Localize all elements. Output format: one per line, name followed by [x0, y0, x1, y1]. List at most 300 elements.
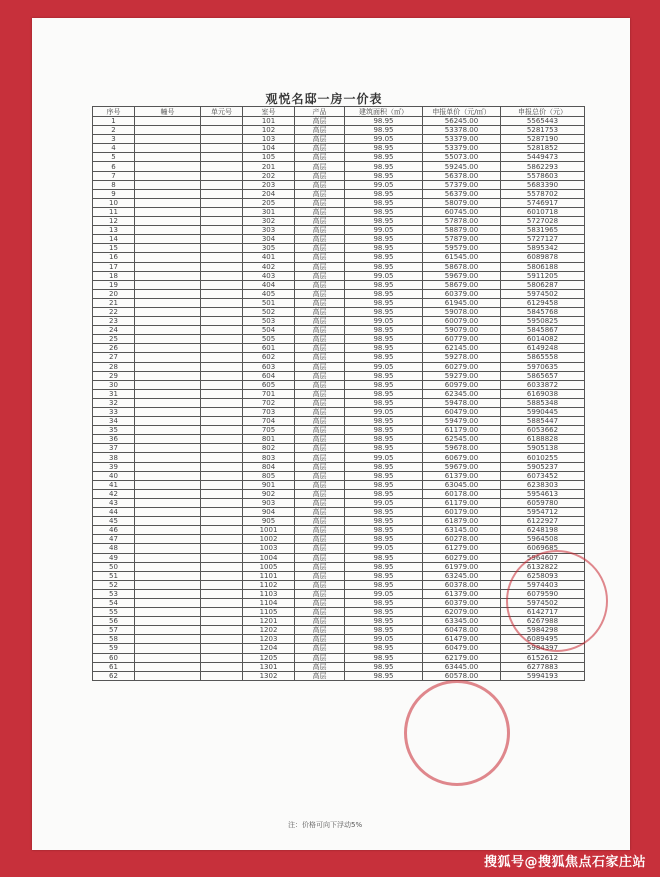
table-cell: 62145.00: [423, 344, 501, 353]
table-cell: 801: [243, 435, 295, 444]
table-cell: [135, 626, 201, 635]
table-cell: [135, 517, 201, 526]
table-cell: [201, 362, 243, 371]
table-cell: 53378.00: [423, 126, 501, 135]
table-cell: [201, 253, 243, 262]
table-cell: 高层: [295, 371, 345, 380]
table-cell: 6014082: [501, 335, 585, 344]
table-row: [93, 207, 585, 216]
table-cell: [135, 289, 201, 298]
table-cell: 5578603: [501, 171, 585, 180]
table-cell: [201, 571, 243, 580]
table-cell: 高层: [295, 471, 345, 480]
table-cell: 高层: [295, 298, 345, 307]
table-cell: 56378.00: [423, 171, 501, 180]
table-cell: 6079590: [501, 589, 585, 598]
table-cell: 高层: [295, 162, 345, 171]
table-cell: 56: [93, 617, 135, 626]
table-cell: 高层: [295, 653, 345, 662]
table-cell: 98.95: [345, 626, 423, 635]
table-cell: [201, 262, 243, 271]
table-cell: 高层: [295, 462, 345, 471]
table-cell: 98.95: [345, 598, 423, 607]
table-cell: 1003: [243, 544, 295, 553]
table-row: [93, 262, 585, 271]
table-cell: 6073452: [501, 471, 585, 480]
table-row: [93, 462, 585, 471]
table-cell: 高层: [295, 271, 345, 280]
table-cell: 5806188: [501, 262, 585, 271]
table-cell: [201, 117, 243, 126]
table-row: [93, 617, 585, 626]
header-cell: 申报总价（元）: [501, 107, 585, 117]
table-cell: 35: [93, 426, 135, 435]
table-cell: 303: [243, 226, 295, 235]
table-cell: 高层: [295, 253, 345, 262]
table-cell: 704: [243, 417, 295, 426]
table-cell: 高层: [295, 362, 345, 371]
table-cell: 603: [243, 362, 295, 371]
table-cell: [135, 189, 201, 198]
table-cell: 60: [93, 653, 135, 662]
table-cell: 501: [243, 298, 295, 307]
table-cell: [201, 480, 243, 489]
table-cell: 404: [243, 280, 295, 289]
table-cell: 6010255: [501, 453, 585, 462]
table-cell: 102: [243, 126, 295, 135]
table-cell: 5565443: [501, 117, 585, 126]
table-cell: [135, 207, 201, 216]
table-cell: 1105: [243, 608, 295, 617]
table-row: [93, 671, 585, 680]
table-cell: 5994193: [501, 671, 585, 680]
table-cell: 55: [93, 608, 135, 617]
table-cell: 高层: [295, 207, 345, 216]
table-cell: 5964508: [501, 535, 585, 544]
table-cell: 高层: [295, 171, 345, 180]
table-cell: 99.05: [345, 226, 423, 235]
table-cell: 1004: [243, 553, 295, 562]
table-row: [93, 307, 585, 316]
table-cell: 302: [243, 217, 295, 226]
table-cell: 5885348: [501, 398, 585, 407]
table-cell: 98.95: [345, 426, 423, 435]
table-cell: 25: [93, 335, 135, 344]
table-cell: 98.95: [345, 517, 423, 526]
table-cell: [135, 617, 201, 626]
table-cell: 61179.00: [423, 426, 501, 435]
table-cell: [201, 662, 243, 671]
table-cell: [201, 453, 243, 462]
table-cell: [135, 426, 201, 435]
table-row: [93, 117, 585, 126]
table-cell: 98.95: [345, 662, 423, 671]
table-cell: [135, 462, 201, 471]
table-cell: [201, 153, 243, 162]
table-row: [93, 508, 585, 517]
table-cell: 98.95: [345, 535, 423, 544]
table-cell: [135, 535, 201, 544]
table-cell: [201, 244, 243, 253]
table-cell: 202: [243, 171, 295, 180]
table-row: [93, 444, 585, 453]
table-cell: 24: [93, 326, 135, 335]
table-cell: [201, 408, 243, 417]
table-cell: 41: [93, 480, 135, 489]
table-row: [93, 653, 585, 662]
table-cell: 54: [93, 598, 135, 607]
table-cell: 高层: [295, 289, 345, 298]
price-table: [92, 106, 585, 681]
table-cell: [135, 608, 201, 617]
table-cell: 98.95: [345, 117, 423, 126]
table-cell: 高层: [295, 435, 345, 444]
table-cell: [201, 217, 243, 226]
table-cell: 60479.00: [423, 644, 501, 653]
table-cell: [201, 126, 243, 135]
table-cell: 104: [243, 144, 295, 153]
table-cell: 32: [93, 398, 135, 407]
table-row: [93, 435, 585, 444]
table-cell: 60178.00: [423, 489, 501, 498]
table-cell: 98.95: [345, 617, 423, 626]
table-cell: [135, 226, 201, 235]
table-cell: 高层: [295, 608, 345, 617]
table-cell: [135, 553, 201, 562]
table-cell: 98.95: [345, 526, 423, 535]
header-cell: 室号: [243, 107, 295, 117]
table-cell: 高层: [295, 217, 345, 226]
table-cell: 1203: [243, 635, 295, 644]
table-cell: 99.05: [345, 408, 423, 417]
table-cell: 60745.00: [423, 207, 501, 216]
table-cell: [201, 371, 243, 380]
table-cell: 61979.00: [423, 562, 501, 571]
table-cell: 61179.00: [423, 498, 501, 507]
table-cell: 6089495: [501, 635, 585, 644]
table-cell: 98.95: [345, 162, 423, 171]
table-cell: 803: [243, 453, 295, 462]
table-cell: 705: [243, 426, 295, 435]
table-cell: 98.95: [345, 126, 423, 135]
table-cell: 60279.00: [423, 553, 501, 562]
table-cell: 57879.00: [423, 235, 501, 244]
table-row: [93, 180, 585, 189]
table-cell: 602: [243, 353, 295, 362]
table-cell: 36: [93, 435, 135, 444]
table-row: [93, 535, 585, 544]
table-cell: 高层: [295, 426, 345, 435]
table-cell: 403: [243, 271, 295, 280]
table-cell: 高层: [295, 662, 345, 671]
table-cell: [135, 598, 201, 607]
table-cell: 55073.00: [423, 153, 501, 162]
table-cell: 20: [93, 289, 135, 298]
table-cell: 27: [93, 353, 135, 362]
table-cell: 59278.00: [423, 353, 501, 362]
table-row: [93, 144, 585, 153]
table-cell: 1301: [243, 662, 295, 671]
table-cell: 高层: [295, 353, 345, 362]
table-cell: 503: [243, 317, 295, 326]
table-cell: 1204: [243, 644, 295, 653]
table-cell: 805: [243, 471, 295, 480]
table-cell: 5984298: [501, 626, 585, 635]
table-cell: 62545.00: [423, 435, 501, 444]
table-cell: 39: [93, 462, 135, 471]
table-row: [93, 398, 585, 407]
header-cell: 申报单价（元/㎡）: [423, 107, 501, 117]
table-cell: 5885447: [501, 417, 585, 426]
table-cell: 99.05: [345, 453, 423, 462]
table-row: [93, 526, 585, 535]
table-cell: 58: [93, 635, 135, 644]
table-row: [93, 544, 585, 553]
table-cell: 高层: [295, 553, 345, 562]
table-cell: 99.05: [345, 589, 423, 598]
table-cell: [201, 553, 243, 562]
table-cell: [201, 471, 243, 480]
table-cell: 702: [243, 398, 295, 407]
table-row: [93, 517, 585, 526]
table-cell: [201, 189, 243, 198]
table-cell: 6152612: [501, 653, 585, 662]
table-cell: [201, 398, 243, 407]
table-cell: 42: [93, 489, 135, 498]
table-cell: 9: [93, 189, 135, 198]
table-cell: 58679.00: [423, 280, 501, 289]
table-row: [93, 562, 585, 571]
table-cell: 59479.00: [423, 417, 501, 426]
table-row: [93, 598, 585, 607]
table-cell: 6069685: [501, 544, 585, 553]
table-cell: 60979.00: [423, 380, 501, 389]
table-cell: 61279.00: [423, 544, 501, 553]
table-cell: 98.95: [345, 344, 423, 353]
table-cell: 12: [93, 217, 135, 226]
table-cell: 1302: [243, 671, 295, 680]
table-row: [93, 198, 585, 207]
table-row: [93, 289, 585, 298]
table-cell: 59079.00: [423, 326, 501, 335]
table-cell: 5865558: [501, 353, 585, 362]
table-cell: [135, 135, 201, 144]
table-cell: 5905237: [501, 462, 585, 471]
table-row: [93, 317, 585, 326]
table-cell: [135, 162, 201, 171]
table-row: [93, 580, 585, 589]
table-row: [93, 417, 585, 426]
table-cell: 6122927: [501, 517, 585, 526]
table-cell: 高层: [295, 280, 345, 289]
table-cell: 5746917: [501, 198, 585, 207]
table-cell: 59078.00: [423, 307, 501, 316]
table-cell: 98.95: [345, 307, 423, 316]
table-cell: 98.95: [345, 198, 423, 207]
table-cell: [135, 417, 201, 426]
table-cell: 405: [243, 289, 295, 298]
table-cell: 57878.00: [423, 217, 501, 226]
table-cell: 901: [243, 480, 295, 489]
table-cell: 59679.00: [423, 462, 501, 471]
table-cell: 6089878: [501, 253, 585, 262]
table-cell: 1101: [243, 571, 295, 580]
table-cell: 5974502: [501, 598, 585, 607]
table-cell: 40: [93, 471, 135, 480]
table-cell: 高层: [295, 517, 345, 526]
table-cell: [135, 644, 201, 653]
table-cell: 201: [243, 162, 295, 171]
table-cell: 60379.00: [423, 598, 501, 607]
table-cell: 31: [93, 389, 135, 398]
table-cell: 98.95: [345, 244, 423, 253]
table-cell: [135, 571, 201, 580]
table-cell: [135, 144, 201, 153]
table-cell: 60479.00: [423, 408, 501, 417]
table-cell: 98.95: [345, 508, 423, 517]
table-cell: 高层: [295, 307, 345, 316]
watermark-text: 搜狐号@搜狐焦点石家庄站: [483, 855, 646, 870]
table-cell: [135, 398, 201, 407]
table-cell: 98.95: [345, 171, 423, 180]
table-cell: [201, 635, 243, 644]
table-cell: 47: [93, 535, 135, 544]
table-cell: 401: [243, 253, 295, 262]
table-cell: [135, 271, 201, 280]
table-cell: 98.95: [345, 480, 423, 489]
table-cell: [135, 117, 201, 126]
table-cell: 高层: [295, 571, 345, 580]
table-row: [93, 644, 585, 653]
table-cell: 804: [243, 462, 295, 471]
table-cell: 高层: [295, 671, 345, 680]
table-row: [93, 353, 585, 362]
table-cell: 204: [243, 189, 295, 198]
table-cell: 103: [243, 135, 295, 144]
table-cell: [201, 144, 243, 153]
table-cell: [135, 362, 201, 371]
table-cell: 6258093: [501, 571, 585, 580]
table-row: [93, 571, 585, 580]
table-cell: [135, 662, 201, 671]
table-cell: [135, 508, 201, 517]
table-cell: 高层: [295, 326, 345, 335]
table-cell: 22: [93, 307, 135, 316]
table-cell: 高层: [295, 262, 345, 271]
table-cell: 62179.00: [423, 653, 501, 662]
header-cell: 产品: [295, 107, 345, 117]
table-row: [93, 126, 585, 135]
table-cell: 61379.00: [423, 471, 501, 480]
table-cell: [201, 380, 243, 389]
table-cell: [135, 489, 201, 498]
table-cell: 5683390: [501, 180, 585, 189]
table-cell: 4: [93, 144, 135, 153]
table-row: [93, 371, 585, 380]
table-cell: 高层: [295, 626, 345, 635]
table-cell: 703: [243, 408, 295, 417]
table-cell: 98.95: [345, 371, 423, 380]
table-body: [93, 117, 585, 681]
table-cell: 2: [93, 126, 135, 135]
table-cell: 98.95: [345, 571, 423, 580]
table-cell: 高层: [295, 126, 345, 135]
table-cell: [201, 626, 243, 635]
table-cell: 903: [243, 498, 295, 507]
table-cell: 98.95: [345, 580, 423, 589]
table-cell: [201, 644, 243, 653]
table-cell: 高层: [295, 498, 345, 507]
table-cell: 205: [243, 198, 295, 207]
table-cell: [135, 471, 201, 480]
table-row: [93, 489, 585, 498]
table-cell: [201, 289, 243, 298]
table-cell: [135, 235, 201, 244]
table-row: [93, 253, 585, 262]
table-cell: 98.95: [345, 217, 423, 226]
table-cell: 904: [243, 508, 295, 517]
table-cell: 56245.00: [423, 117, 501, 126]
table-cell: 53: [93, 589, 135, 598]
table-cell: [201, 180, 243, 189]
table-cell: 98.95: [345, 253, 423, 262]
table-cell: [135, 544, 201, 553]
table-cell: 50: [93, 562, 135, 571]
table-cell: 6188828: [501, 435, 585, 444]
table-cell: [201, 580, 243, 589]
table-row: [93, 153, 585, 162]
table-cell: [135, 635, 201, 644]
table-cell: 43: [93, 498, 135, 507]
table-cell: 59579.00: [423, 244, 501, 253]
table-cell: 59679.00: [423, 271, 501, 280]
table-row: [93, 244, 585, 253]
table-cell: [201, 207, 243, 216]
table-cell: 61879.00: [423, 517, 501, 526]
table-cell: 60079.00: [423, 317, 501, 326]
table-cell: 98.95: [345, 471, 423, 480]
table-cell: 61945.00: [423, 298, 501, 307]
table-cell: 6238303: [501, 480, 585, 489]
table-cell: 504: [243, 326, 295, 335]
table-cell: 高层: [295, 635, 345, 644]
table-cell: [201, 517, 243, 526]
table-cell: [135, 526, 201, 535]
table-cell: [201, 317, 243, 326]
table-row: [93, 162, 585, 171]
table-cell: [201, 653, 243, 662]
table-cell: 6010718: [501, 207, 585, 216]
table-cell: 60179.00: [423, 508, 501, 517]
table-row: [93, 335, 585, 344]
table-cell: 5845867: [501, 326, 585, 335]
table-cell: [201, 671, 243, 680]
table-cell: [201, 307, 243, 316]
table-cell: 5970635: [501, 362, 585, 371]
table-cell: 高层: [295, 580, 345, 589]
table-cell: 52: [93, 580, 135, 589]
table-row: [93, 271, 585, 280]
table-cell: 高层: [295, 117, 345, 126]
table-cell: 7: [93, 171, 135, 180]
table-cell: 105: [243, 153, 295, 162]
table-cell: [201, 326, 243, 335]
table-cell: [135, 453, 201, 462]
table-cell: 19: [93, 280, 135, 289]
table-cell: 63345.00: [423, 617, 501, 626]
table-cell: 505: [243, 335, 295, 344]
table-cell: 601: [243, 344, 295, 353]
